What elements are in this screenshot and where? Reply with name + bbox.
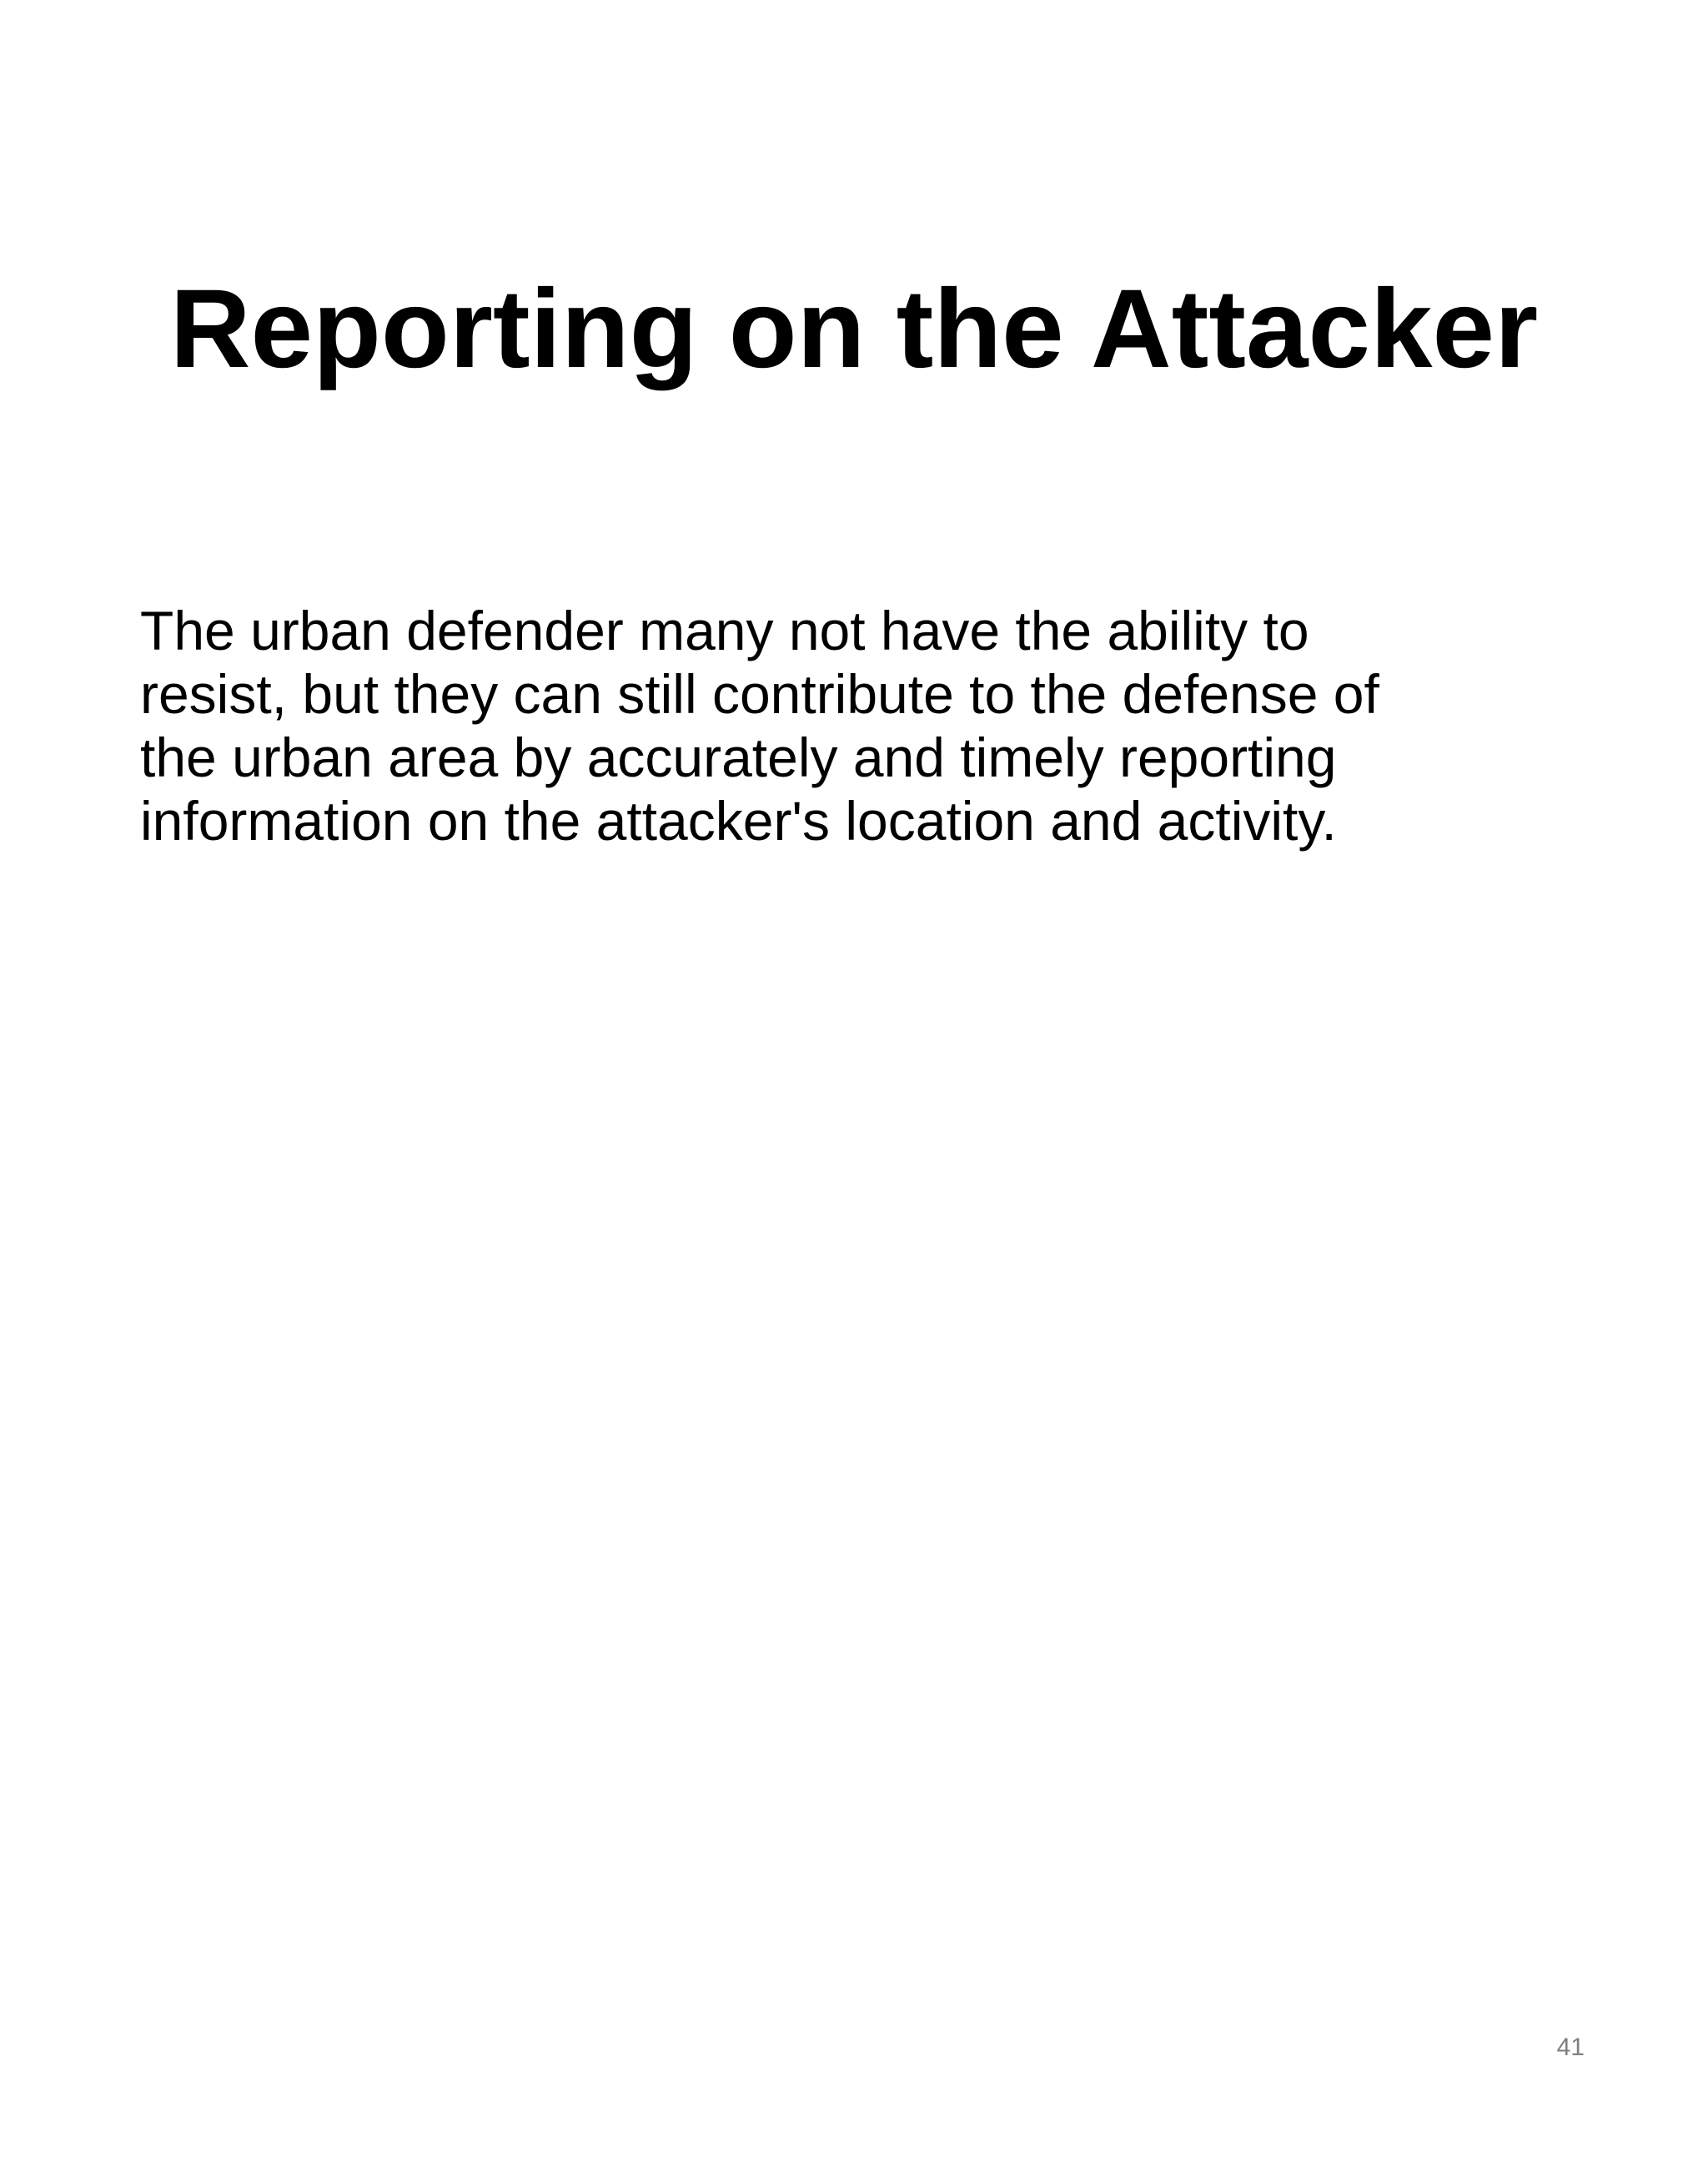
body-line: The urban defender many not have the ability to bbox=[140, 600, 1309, 661]
body-line: the urban area by accurately and timely reporting bbox=[140, 727, 1337, 788]
page-number: 41 bbox=[1556, 2034, 1585, 2061]
page-title: Reporting on the Attacker bbox=[169, 267, 1539, 391]
body-line: information on the attacker's location and activity. bbox=[140, 790, 1337, 852]
body-paragraph bbox=[140, 599, 1591, 852]
body-line: resist, but they can still contribute to the defense of bbox=[140, 663, 1379, 725]
